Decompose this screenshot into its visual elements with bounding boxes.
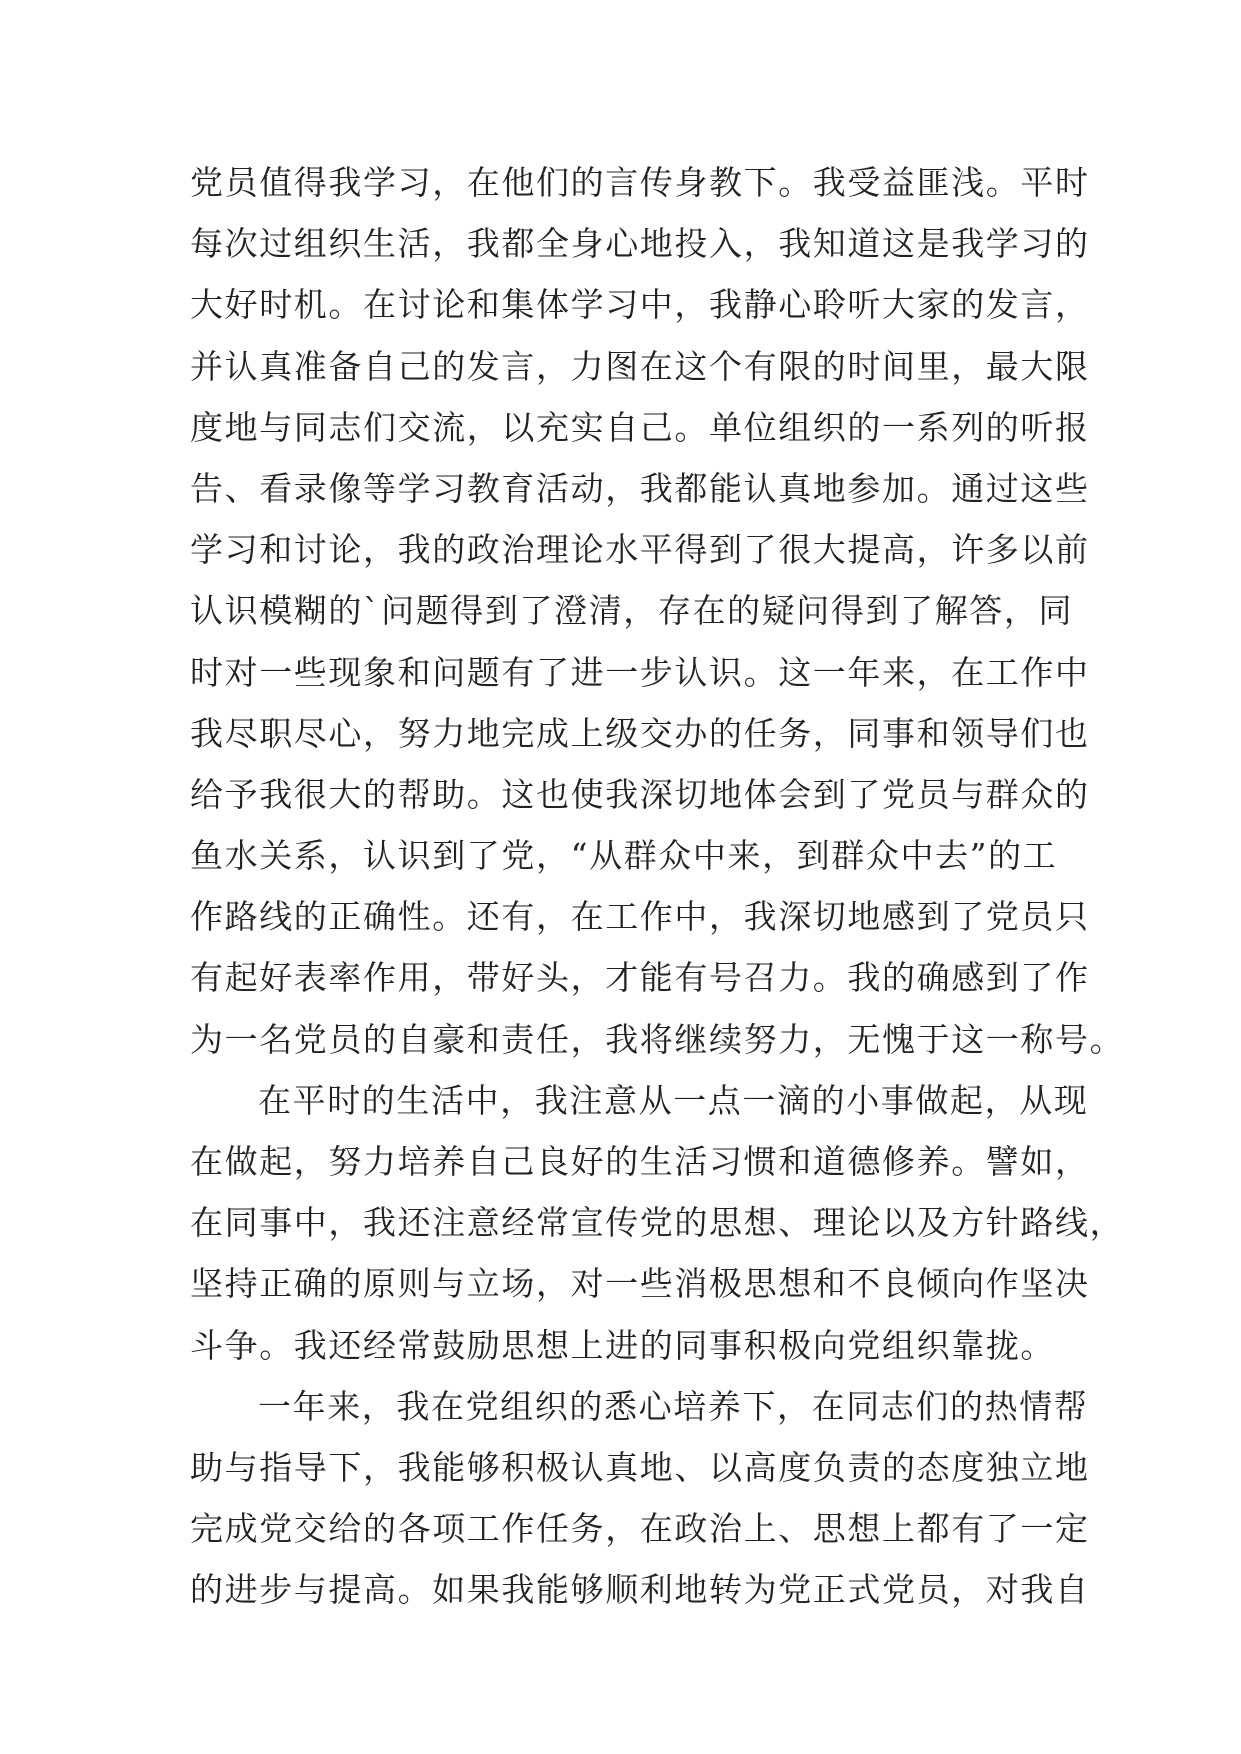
text-line: 学习和讨论，我的政治理论水平得到了很大提高，许多以前 <box>190 530 1090 570</box>
text-line: 完成党交给的各项工作任务，在政治上、思想上都有了一定 <box>190 1509 1090 1549</box>
text-line: 鱼水关系，认识到了党，“从群众中来，到群众中去”的工 <box>190 836 1058 876</box>
text-line: 一年来，我在党组织的悉心培养下，在同志们的热情帮 <box>258 1386 1089 1426</box>
text-line: 为一名党员的自豪和责任，我将继续努力，无愧于这一称号。 <box>190 1019 1125 1059</box>
text-line: 斗争。我还经常鼓励思想上进的同事积极向党组织靠拢。 <box>190 1325 1055 1365</box>
text-line: 每次过组织生活，我都全身心地投入，我知道这是我学习的 <box>190 224 1090 264</box>
text-line: 给予我很大的帮助。这也使我深切地体会到了党员与群众的 <box>190 774 1090 814</box>
text-line: 有起好表率作用，带好头，才能有号召力。我的确感到了作 <box>190 958 1090 998</box>
text-line: 认识模糊的`问题得到了澄清，存在的疑问得到了解答，同 <box>190 591 1074 631</box>
text-line: 度地与同志们交流，以充实自己。单位组织的一系列的听报 <box>190 407 1090 447</box>
text-line: 的进步与提高。如果我能够顺利地转为党正式党员，对我自 <box>190 1570 1090 1610</box>
text-line: 在同事中，我还注意经常宣传党的思想、理论以及方针路线， <box>190 1203 1125 1243</box>
text-line: 在做起，努力培养自己良好的生活习惯和道德修养。譬如， <box>190 1142 1090 1181</box>
document-body <box>190 152 1125 1621</box>
text-line: 在平时的生活中，我注意从一点一滴的小事做起，从现 <box>258 1080 1089 1120</box>
text-line: 并认真准备自己的发言，力图在这个有限的时间里，最大限 <box>190 346 1090 386</box>
text-line: 作路线的正确性。还有，在工作中，我深切地感到了党员只 <box>190 897 1090 937</box>
text-line: 我尽职尽心，努力地完成上级交办的任务，同事和领导们也 <box>190 713 1090 753</box>
text-line: 助与指导下，我能够积极认真地、以高度负责的态度独立地 <box>190 1447 1090 1487</box>
text-line: 告、看录像等学习教育活动，我都能认真地参加。通过这些 <box>190 468 1090 508</box>
text-line: 时对一些现象和问题有了进一步认识。这一年来，在工作中 <box>190 652 1090 692</box>
text-line: 党员值得我学习，在他们的言传身教下。我受益匪浅。平时 <box>190 163 1090 202</box>
text-line: 坚持正确的原则与立场，对一些消极思想和不良倾向作坚决 <box>190 1264 1090 1304</box>
text-line: 大好时机。在讨论和集体学习中，我静心聆听大家的发言， <box>190 285 1090 325</box>
